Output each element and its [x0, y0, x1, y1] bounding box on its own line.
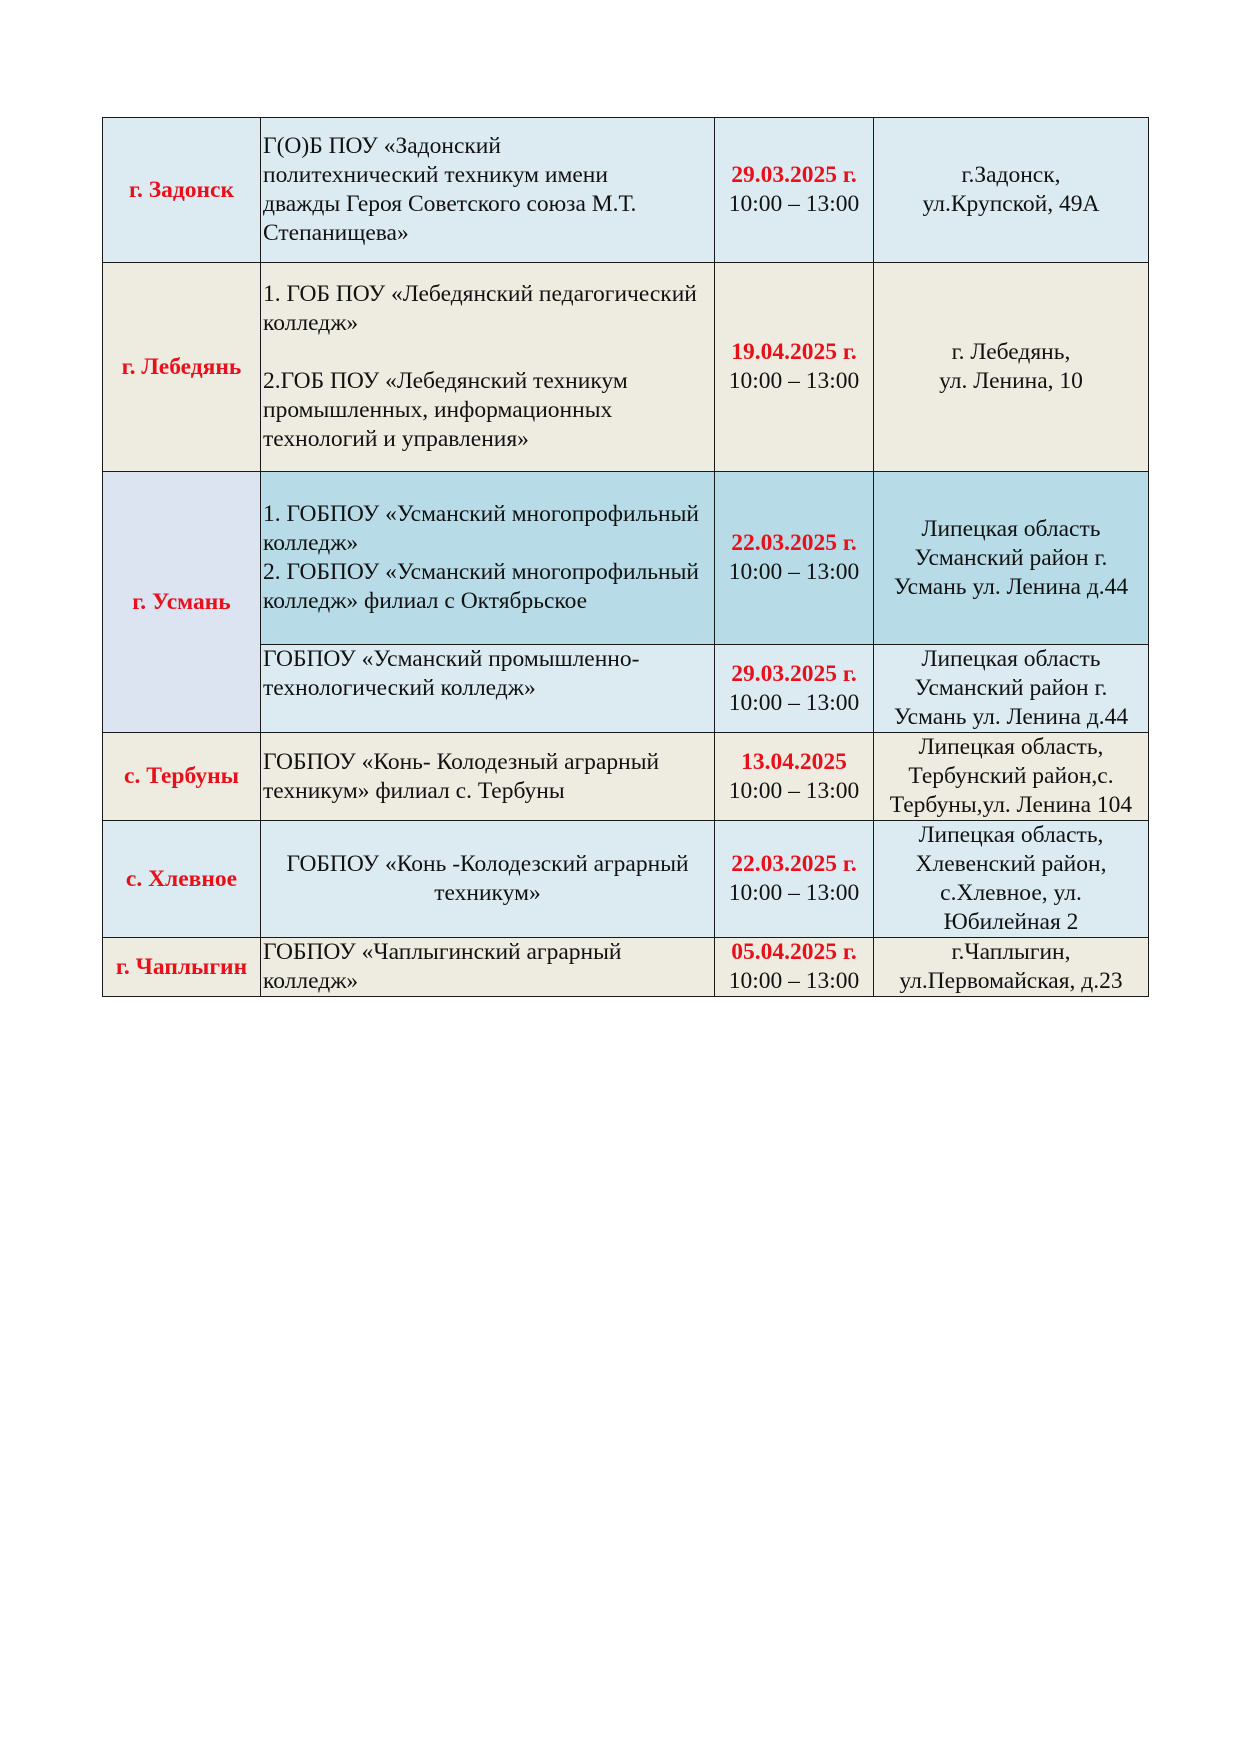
town-cell [103, 733, 261, 821]
town-name: г. Лебедянь [121, 353, 242, 380]
event-time: 10:00 – 13:00 [728, 191, 860, 217]
town-cell [103, 938, 261, 997]
town-cell [103, 821, 261, 938]
address-line: Юбилейная 2 [943, 909, 1079, 935]
organization-item: ГОБПОУ «Конь- Колодезный аграрный техникум» филиал с. Тербуны [263, 748, 660, 804]
event-date: 29.03.2025 г. [731, 660, 857, 687]
organization-cell [261, 118, 715, 263]
table-row [103, 733, 1149, 821]
date-cell [715, 118, 874, 263]
organization-item: ГОБПОУ «Конь -Колодезский аграрный техникум» [286, 851, 689, 906]
address-line: Усманский район г. [914, 675, 1108, 701]
table-row [103, 821, 1149, 938]
address-line: с.Хлевное, ул. [940, 880, 1082, 906]
organization-cell [261, 821, 715, 938]
event-date: 22.03.2025 г. [731, 851, 857, 877]
address-line: г.Чаплыгин, [951, 939, 1071, 965]
address-line: Усманский район г. [914, 544, 1108, 571]
event-time: 10:00 – 13:00 [728, 880, 860, 906]
town-name: с. Хлевное [125, 865, 238, 892]
address-line: Липецкая область, [918, 822, 1104, 848]
event-time: 10:00 – 13:00 [728, 968, 860, 994]
organization-cell [261, 645, 715, 733]
address-cell [874, 472, 1149, 645]
town-name: г. Чаплыгин [115, 953, 248, 980]
address-line: ул.Крупской, 49А [922, 191, 1100, 217]
organization-line: политехнический техникум имени [263, 162, 608, 188]
event-time: 10:00 – 13:00 [728, 368, 860, 394]
table-row [103, 472, 1149, 645]
organization-line: Г(О)Б ПОУ «Задонский [263, 133, 501, 159]
address-line: Хлевенский район, [915, 851, 1107, 877]
date-cell [715, 821, 874, 938]
address-line: Усмань ул. Ленина д.44 [893, 573, 1129, 600]
organization-item: 2. ГОБПОУ «Усманский многопрофильный колледж» филиал с Октябрьское [263, 559, 699, 614]
table-row [103, 263, 1149, 472]
organization-cell [261, 938, 715, 997]
organization-item: 2.ГОБ ПОУ «Лебедянский техникум промышленных, информационных технологий и управления» [263, 368, 628, 452]
address-cell [874, 263, 1149, 472]
address-cell [874, 821, 1149, 938]
town-name: г. Задонск [128, 176, 235, 203]
address-line: г. Лебедянь, [951, 339, 1071, 365]
event-time: 10:00 – 13:00 [728, 559, 860, 585]
event-time: 10:00 – 13:00 [728, 777, 860, 804]
town-cell [103, 118, 261, 263]
address-line: Липецкая область [921, 646, 1101, 672]
address-cell [874, 733, 1149, 821]
event-time: 10:00 – 13:00 [728, 689, 860, 716]
organization-cell [261, 733, 715, 821]
event-date: 29.03.2025 г. [731, 162, 857, 188]
address-line: ул.Первомайская, д.23 [899, 968, 1123, 994]
address-cell [874, 938, 1149, 997]
event-date: 05.04.2025 г. [731, 939, 857, 965]
address-cell [874, 118, 1149, 263]
event-date: 13.04.2025 [741, 748, 847, 775]
address-line: Липецкая область [921, 515, 1101, 542]
town-name: г. Усмань [132, 588, 231, 615]
town-cell [103, 263, 261, 472]
event-date: 22.03.2025 г. [731, 530, 857, 556]
town-cell [103, 472, 261, 733]
organization-item: ГОБПОУ «Усманский промышленно-технологический колледж» [263, 646, 640, 701]
date-cell [715, 733, 874, 821]
organization-cell [261, 263, 715, 472]
address-line: г.Задонск, [961, 162, 1061, 188]
event-date: 19.04.2025 г. [731, 339, 857, 365]
address-line: Липецкая область, [918, 734, 1104, 760]
address-line: Тербунский район,с. [908, 763, 1114, 789]
organization-line: дважды Героя Советского союза М.Т. [263, 191, 637, 217]
table-row [103, 118, 1149, 263]
organization-item: ГОБПОУ «Чаплыгинский аграрный колледж» [263, 939, 622, 994]
table-row [103, 938, 1149, 997]
date-cell [715, 938, 874, 997]
organization-item: 1. ГОБПОУ «Усманский многопрофильный колледж» [263, 501, 699, 556]
address-line: Тербуны,ул. Ленина 104 [889, 792, 1133, 818]
date-cell [715, 263, 874, 472]
organization-line: Степанищева» [263, 220, 409, 246]
address-cell [874, 645, 1149, 733]
address-line: ул. Ленина, 10 [939, 368, 1083, 394]
date-cell [715, 645, 874, 733]
address-line: Усмань ул. Ленина д.44 [893, 704, 1129, 730]
date-cell [715, 472, 874, 645]
schedule-table [102, 117, 1149, 997]
organization-item: 1. ГОБ ПОУ «Лебедянский педагогический колледж» [263, 281, 697, 336]
town-name: с. Тербуны [124, 763, 239, 789]
organization-cell [261, 472, 715, 645]
